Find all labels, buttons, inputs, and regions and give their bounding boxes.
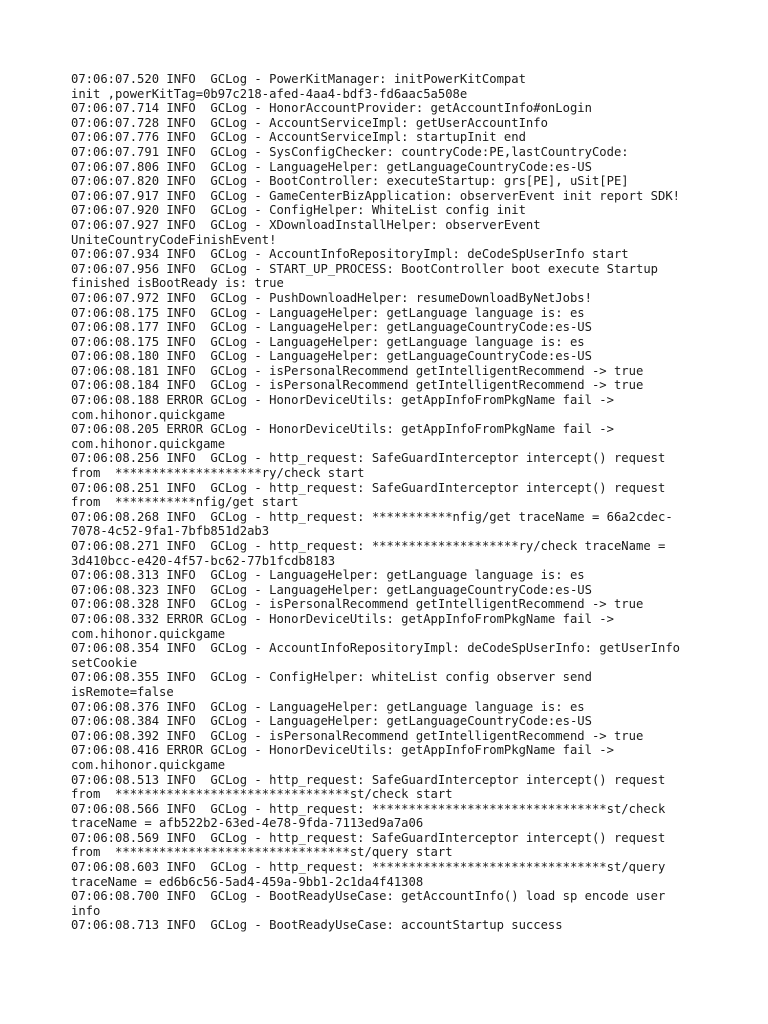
log-line: 07:06:07.934 INFO GCLog - AccountInfoRepositoryImpl: deCodeSpUserInfo start — [71, 247, 629, 262]
log-line: 07:06:08.251 INFO GCLog - http_request: SafeGuardInterceptor intercept() request — [71, 480, 666, 495]
log-line: finished isBootReady is: true — [71, 276, 284, 291]
log-line: 07:06:08.268 INFO GCLog - http_request: ***********nfig/get traceName = 66a2cdec- — [71, 509, 673, 524]
log-line: 07:06:08.256 INFO GCLog - http_request: SafeGuardInterceptor intercept() request — [71, 451, 666, 466]
log-line: 07:06:08.513 INFO GCLog - http_request: SafeGuardInterceptor intercept() request — [71, 772, 666, 787]
log-line: 07:06:08.603 INFO GCLog - http_request: ********************************st/query — [71, 860, 666, 875]
log-line: 07:06:08.700 INFO GCLog - BootReadyUseCase: getAccountInfo() load sp encode user — [71, 889, 666, 904]
log-line: setCookie — [71, 655, 138, 670]
log-line: 07:06:07.728 INFO GCLog - AccountServiceImpl: getUserAccountInfo — [71, 115, 548, 130]
log-line: 07:06:08.332 ERROR GCLog - HonorDeviceUtils: getAppInfoFromPkgName fail -> — [71, 611, 614, 626]
log-line: 07:06:08.271 INFO GCLog - http_request: ********************ry/check traceName = — [71, 539, 666, 553]
log-line: 07:06:08.323 INFO GCLog - LanguageHelper: getLanguageCountryCode:es-US — [71, 582, 592, 597]
log-line: 07:06:08.569 INFO GCLog - http_request: SafeGuardInterceptor intercept() request — [71, 830, 666, 845]
log-line: 07:06:08.713 INFO GCLog - BootReadyUseCase: accountStartup success — [71, 918, 563, 933]
log-line: from ********************************st/check start — [71, 787, 453, 802]
log-line: 07:06:07.806 INFO GCLog - LanguageHelper: getLanguageCountryCode:es-US — [71, 159, 592, 174]
log-line: traceName = ed6b6c56-5ad4-459a-9bb1-2c1da4f41308 — [71, 874, 424, 889]
log-line: 07:06:07.956 INFO GCLog - START_UP_PROCESS: BootController boot execute Startup — [71, 261, 658, 276]
log-line: 07:06:08.566 INFO GCLog - http_request: ********************************st/check — [71, 801, 666, 816]
log-line: 07:06:08.416 ERROR GCLog - HonorDeviceUtils: getAppInfoFromPkgName fail -> — [71, 743, 614, 758]
log-line: 07:06:07.917 INFO GCLog - GameCenterBizApplication: observerEvent init report SDK! — [71, 188, 681, 203]
log-line: from ********************************st/query start — [71, 845, 453, 860]
log-line: init ,powerKitTag=0b97c218-afed-4aa4-bdf3-fd6aac5a508e — [71, 86, 468, 101]
log-line: 07:06:08.354 INFO GCLog - AccountInfoRepositoryImpl: deCodeSpUserInfo: getUserInfo — [71, 641, 681, 656]
log-line: 07:06:07.820 INFO GCLog - BootController: executeStartup: grs[PE], uSit[PE] — [71, 174, 629, 189]
log-line: 07:06:07.920 INFO GCLog - ConfigHelper: WhiteList config init — [71, 203, 526, 218]
log-line: 07:06:08.205 ERROR GCLog - HonorDeviceUtils: getAppInfoFromPkgName fail -> — [71, 422, 614, 437]
log-line: traceName = afb522b2-63ed-4e78-9fda-7113ed9a7a06 — [71, 816, 424, 831]
log-line: 07:06:08.177 INFO GCLog - LanguageHelper: getLanguageCountryCode:es-US — [71, 320, 592, 335]
log-line: 07:06:08.175 INFO GCLog - LanguageHelper: getLanguage language is: es — [71, 334, 585, 349]
log-line: 07:06:08.313 INFO GCLog - LanguageHelper: getLanguage language is: es — [71, 568, 585, 583]
log-line: 07:06:07.791 INFO GCLog - SysConfigChecker: countryCode:PE,lastCountryCode: — [71, 144, 629, 159]
log-line: from ***********nfig/get start — [71, 495, 299, 510]
log-line: 07:06:08.328 INFO GCLog - isPersonalRecommend getIntelligentRecommend -> true — [71, 597, 644, 612]
log-line: 07:06:08.175 INFO GCLog - LanguageHelper: getLanguage language is: es — [71, 305, 585, 320]
log-document — [71, 72, 711, 933]
log-line: com.hihonor.quickgame — [71, 757, 226, 772]
log-line: com.hihonor.quickgame — [71, 407, 226, 422]
log-line: 07:06:08.392 INFO GCLog - isPersonalRecommend getIntelligentRecommend -> true — [71, 728, 644, 743]
log-line: 07:06:07.972 INFO GCLog - PushDownloadHelper: resumeDownloadByNetJobs! — [71, 290, 592, 305]
log-line: 07:06:07.927 INFO GCLog - XDownloadInstallHelper: observerEvent — [71, 217, 541, 232]
log-line: com.hihonor.quickgame — [71, 436, 226, 451]
log-line: 07:06:08.180 INFO GCLog - LanguageHelper: getLanguageCountryCode:es-US — [71, 349, 592, 364]
log-line: 07:06:08.181 INFO GCLog - isPersonalRecommend getIntelligentRecommend -> true — [71, 363, 644, 378]
log-line: 07:06:08.184 INFO GCLog - isPersonalRecommend getIntelligentRecommend -> true — [71, 378, 644, 393]
log-line: 07:06:08.376 INFO GCLog - LanguageHelper: getLanguage language is: es — [71, 699, 585, 714]
log-line: 7078-4c52-9fa1-7bfb851d2ab3 — [71, 524, 270, 539]
log-line: 3d410bcc-e420-4f57-bc62-77b1fcdb8183 — [71, 553, 336, 568]
log-line: 07:06:07.714 INFO GCLog - HonorAccountProvider: getAccountInfo#onLogin — [71, 101, 592, 116]
log-line: 07:06:08.384 INFO GCLog - LanguageHelper: getLanguageCountryCode:es-US — [71, 714, 592, 729]
log-line: info — [71, 903, 101, 918]
log-line: 07:06:07.520 INFO GCLog - PowerKitManager: initPowerKitCompat — [71, 72, 526, 86]
log-lines — [71, 72, 711, 933]
log-line: 07:06:08.188 ERROR GCLog - HonorDeviceUtils: getAppInfoFromPkgName fail -> — [71, 393, 614, 408]
log-line: 07:06:07.776 INFO GCLog - AccountServiceImpl: startupInit end — [71, 130, 526, 145]
log-line: UniteCountryCodeFinishEvent! — [71, 232, 277, 247]
log-line: com.hihonor.quickgame — [71, 626, 226, 641]
log-line: from ********************ry/check start — [71, 466, 365, 481]
log-line: 07:06:08.355 INFO GCLog - ConfigHelper: whiteList config observer send — [71, 670, 592, 685]
log-line: isRemote=false — [71, 684, 174, 699]
